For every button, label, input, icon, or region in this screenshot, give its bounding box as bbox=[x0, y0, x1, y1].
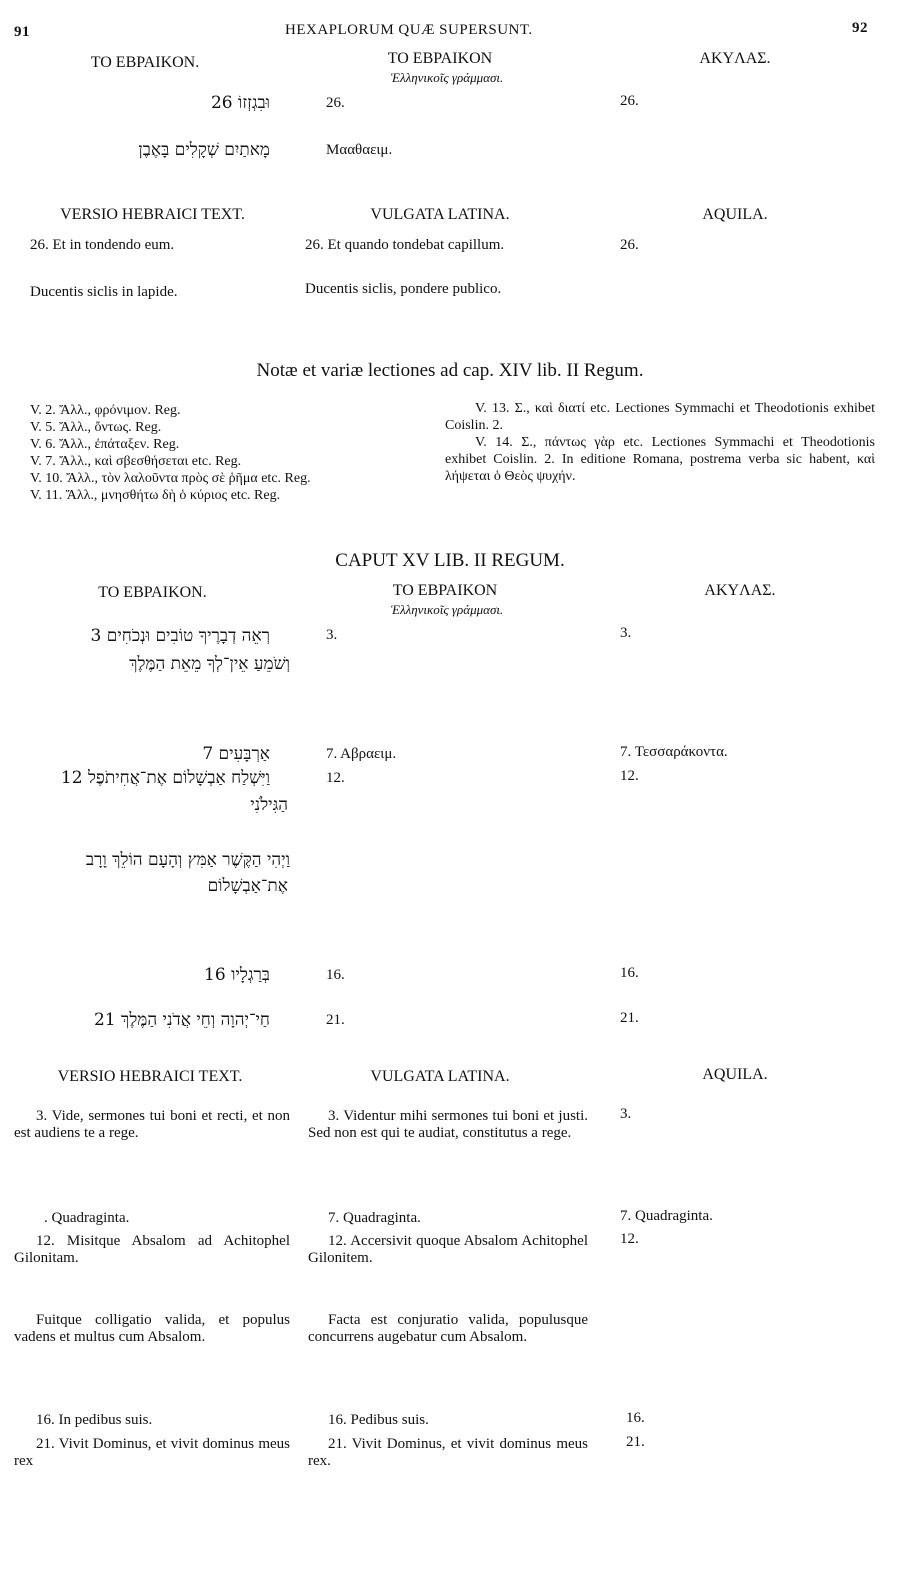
aquila-text: 16. bbox=[626, 1410, 645, 1426]
note-entry: V. 5. Ἄλλ., ὄντως. Reg. bbox=[30, 420, 162, 435]
col-heading-vulgata: VULGATA LATINA. bbox=[370, 1068, 510, 1085]
hebrew-text: רְאֵה דְבָרֶיךָ טוֹבִים וּנְכֹחִים 3 bbox=[90, 626, 270, 646]
col-subheading-transliteration: Ἑλληνικοῖς γράμμασι. bbox=[390, 602, 504, 617]
aquila-text: 12. bbox=[620, 768, 639, 784]
versio-hebraici-text: . Quadraginta. bbox=[44, 1210, 130, 1226]
versio-hebraici-text: 3. Vide, sermones tui boni et recti, et non est audiens te a rege. bbox=[14, 1108, 290, 1141]
vulgata-text: Facta est conjuratio valida, populusque concurrens augebatur cum Absalom. bbox=[308, 1312, 588, 1345]
vulgata-text: 12. Accersivit quoque Absalom Achitophel Gilonitem. bbox=[308, 1233, 588, 1266]
hebrew-text: וְשֹׁמֵעַ אֵין־לְךָ מֵאֵת הַמֶּלֶךְ bbox=[129, 654, 290, 674]
transliteration-text: 3. bbox=[326, 627, 338, 643]
vulgata-text: Ducentis siclis, pondere publico. bbox=[305, 281, 502, 297]
vulgata-text: 3. Videntur mihi sermones tui boni et justi. Sed non est qui te audiat, constitutus a rege. bbox=[308, 1108, 588, 1141]
hebrew-text: בְּרַגְלָיו 16 bbox=[204, 965, 270, 985]
transliteration-text: 7. Αβραειμ. bbox=[326, 746, 397, 762]
hebrew-text: וּבִגְזְזוֹ 26 bbox=[210, 93, 270, 113]
note-entry: V. 7. Ἄλλ., καὶ σβεσθήσεται etc. Reg. bbox=[30, 454, 242, 469]
vulgata-text: 21. Vivit Dominus, et vivit dominus meus rex. bbox=[308, 1436, 588, 1469]
transliteration-text: 26. bbox=[326, 95, 345, 111]
col-heading-versio-hebraici: VERSIO HEBRAICI TEXT. bbox=[57, 1068, 243, 1085]
hebrew-text: מָאתַיִם שְׁקָלִים בָּאֶבֶן bbox=[138, 140, 270, 160]
hebrew-text: הַגִּילֹנִי bbox=[250, 795, 288, 815]
versio-hebraici-text: 21. Vivit Dominus, et vivit dominus meus rex bbox=[14, 1436, 290, 1469]
col-heading-aquila: AKYΛAΣ. bbox=[699, 50, 771, 67]
vulgata-text: 16. Pedibus suis. bbox=[328, 1412, 429, 1428]
col-heading-aquila: AQUILA. bbox=[702, 1066, 768, 1083]
note-entry: V. 6. Ἄλλ., ἐπάταξεν. Reg. bbox=[30, 437, 180, 452]
note-entry: V. 10. Ἄλλ., τὸν λαλοῦντα πρὸς σὲ ῥῆμα etc. Reg. bbox=[30, 471, 311, 486]
col-heading-hebrew: TO EBPAIKON. bbox=[90, 54, 200, 71]
versio-hebraici-text: 12. Misitque Absalom ad Achitophel Gilonitam. bbox=[14, 1233, 290, 1266]
col-subheading-transliteration: Ἑλληνικοῖς γράμμασι. bbox=[390, 70, 504, 85]
hebrew-text: אַרְבָּעִים 7 bbox=[202, 744, 270, 764]
col-heading-transliteration: TO EBPAIKON bbox=[387, 50, 493, 67]
aquila-text: 26. bbox=[620, 93, 639, 109]
vulgata-text: 7. Quadraginta. bbox=[328, 1210, 421, 1226]
page-number-right: 92 bbox=[852, 20, 868, 36]
aquila-text: 21. bbox=[620, 1010, 639, 1026]
hebrew-text: אֶת־אַבְשָׁלוֹם bbox=[207, 876, 288, 896]
running-title: HEXAPLORUM QUÆ SUPERSUNT. bbox=[285, 22, 533, 38]
col-heading-aquila: AQUILA. bbox=[702, 206, 768, 223]
col-heading-vulgata: VULGATA LATINA. bbox=[370, 206, 510, 223]
notes-right-column bbox=[445, 400, 875, 485]
hebrew-text: חַי־יְהוָה וְחֵי אֲדֹנִי הַמֶּלֶךְ 21 bbox=[93, 1010, 270, 1030]
col-heading-hebrew: TO EBPAIKON. bbox=[98, 584, 207, 601]
hebrew-text: וַיִּשְׁלַח אַבְשָׁלוֹם אֶת־אֲחִיתֹפֶל 12 bbox=[60, 768, 270, 788]
aquila-text: 7. Τεσσαράκοντα. bbox=[620, 744, 728, 760]
transliteration-text: 12. bbox=[326, 770, 345, 786]
aquila-text: 7. Quadraginta. bbox=[620, 1208, 713, 1224]
transliteration-text: 16. bbox=[326, 967, 345, 983]
aquila-text: 3. bbox=[620, 625, 632, 641]
aquila-text: 21. bbox=[626, 1434, 645, 1450]
col-heading-aquila: AKYΛAΣ. bbox=[704, 582, 776, 599]
chapter-title: CAPUT XV LIB. II REGUM. bbox=[335, 550, 565, 571]
col-heading-transliteration: TO EBPAIKON bbox=[392, 582, 498, 599]
aquila-text: 3. bbox=[620, 1106, 632, 1122]
versio-hebraici-text: 16. In pedibus suis. bbox=[36, 1412, 153, 1428]
transliteration-text: Μααθαειμ. bbox=[326, 142, 393, 158]
transliteration-text: 21. bbox=[326, 1012, 345, 1028]
hebrew-text: וַיְהִי הַקֶּשֶׁר אַמִּץ וְהָעָם הוֹלֵךְ וָרָב bbox=[85, 850, 290, 870]
vulgata-text: 26. Et quando tondebat capillum. bbox=[305, 237, 505, 253]
note-entry: V. 13. Σ., καὶ διατί etc. Lectiones Symmachi et Theodotionis exhibet Coislin. 2. bbox=[445, 401, 875, 433]
versio-hebraici-text: 26. Et in tondendo eum. bbox=[30, 237, 175, 253]
aquila-text: 26. bbox=[620, 237, 639, 253]
page-number-left: 91 bbox=[14, 24, 30, 40]
col-heading-versio-hebraici: VERSIO HEBRAICI TEXT. bbox=[60, 206, 245, 223]
aquila-text: 12. bbox=[620, 1231, 639, 1247]
notes-left-column bbox=[30, 402, 440, 504]
note-entry: V. 14. Σ., πάντως γὰρ etc. Lectiones Symmachi et Theodotionis exhibet Coislin. 2. In editione Romana, postrema verba sic habent, καὶ λήψεται ὁ Θεὸς ψυχήν. bbox=[445, 435, 875, 484]
note-entry: V. 2. Ἄλλ., φρόνιμον. Reg. bbox=[30, 403, 181, 418]
aquila-text: 16. bbox=[620, 965, 639, 981]
note-entry: V. 11. Ἄλλ., μνησθήτω δὴ ὁ κύριος etc. Reg. bbox=[30, 488, 281, 503]
notes-title: Notæ et variæ lectiones ad cap. XIV lib. II Regum. bbox=[256, 360, 644, 381]
versio-hebraici-text: Fuitque colligatio valida, et populus vadens et multus cum Absalom. bbox=[14, 1312, 290, 1345]
versio-hebraici-text: Ducentis siclis in lapide. bbox=[30, 284, 178, 300]
